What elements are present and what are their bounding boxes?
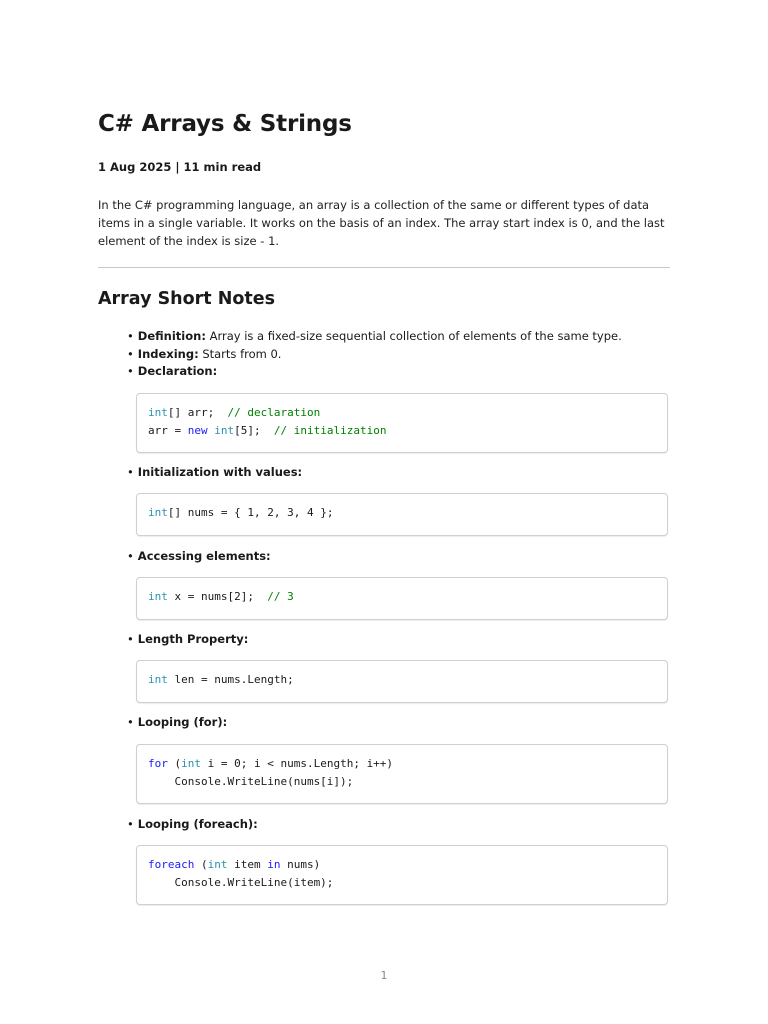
note-label: Definition: [137,329,206,343]
note-initialization [127,464,302,481]
note-label: Indexing: [137,347,199,361]
note-length [127,631,248,648]
code-block-accessing [136,577,668,620]
note-label: Length Property: [137,632,249,646]
note-looping-foreach [127,816,258,833]
bullet: • [127,347,134,361]
bullet: • [127,329,134,343]
note-indexing [127,346,281,363]
code-line: int[] nums = { 1, 2, 3, 4 }; [148,506,334,519]
bullet: • [127,715,134,729]
code-line: for (int i = 0; i < nums.Length; i++) [148,757,394,770]
note-label: Looping (foreach): [137,817,258,831]
note-text: Array is a fixed-size sequential collection of elements of the same type. [205,329,622,343]
note-label: Declaration: [137,364,218,378]
code-line: arr = new int[5]; // initialization [148,424,387,437]
section-title: Array Short Notes [98,289,276,309]
note-declaration [127,363,217,380]
page-number: 1 [380,969,388,982]
bullet: • [127,465,134,479]
code-block-initialization [136,493,668,536]
note-accessing [127,548,271,565]
code-line: int x = nums[2]; // 3 [148,590,294,603]
page-title: C# Arrays & Strings [98,111,352,137]
note-label: Accessing elements: [137,549,271,563]
bullet: • [127,817,134,831]
note-definition [127,328,622,345]
intro-paragraph: In the C# programming language, an array is a collection of the same or different types of data items in a single variable. It works on the basis of an index. The array start index is 0, and the last element of the index is size - 1. [98,198,665,248]
note-looping-for [127,714,227,731]
code-block-foreach-loop [136,845,668,905]
note-label: Initialization with values: [137,465,303,479]
code-block-declaration [136,393,668,453]
section-divider [98,267,670,268]
note-label: Looping (for): [137,715,228,729]
bullet: • [127,632,134,646]
code-line: int len = nums.Length; [148,673,294,686]
code-block-length [136,660,668,703]
code-line: Console.WriteLine(item); [148,876,334,889]
code-block-for-loop [136,744,668,804]
article-meta: 1 Aug 2025 | 11 min read [98,160,262,174]
code-line: Console.WriteLine(nums[i]); [148,775,354,788]
code-line: int[] arr; // declaration [148,406,321,419]
bullet: • [127,549,134,563]
bullet: • [127,364,134,378]
note-text: Starts from 0. [198,347,282,361]
code-line: foreach (int item in nums) [148,858,321,871]
